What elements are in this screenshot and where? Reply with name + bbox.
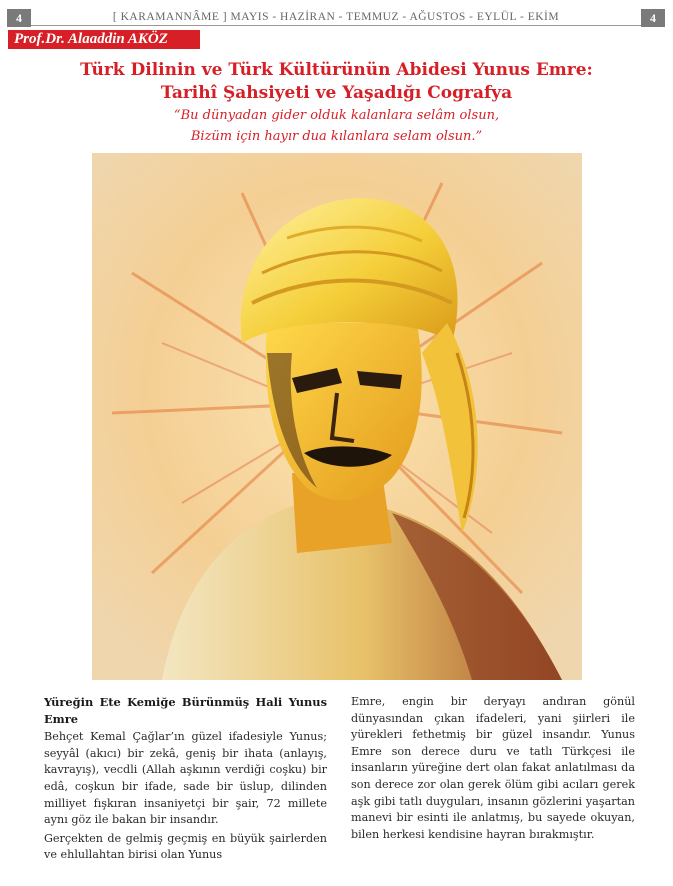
section-subheading: Yüreğin Ete Kemiğe Bürünmüş Hali Yunus Emre: [44, 695, 327, 726]
page-number-left: 4: [7, 9, 31, 27]
article-column-right: [351, 694, 635, 843]
article-column-left: [44, 694, 327, 864]
header-divider: [31, 25, 641, 26]
paragraph-1: Behçet Kemal Çağlar’ın güzel ifadesiyle Yunus; seyyâl (akıcı) bir zekâ, geniş bir ihata (anlayış, kavrayış), vecdli (Allah aşkının verdiği coşku) bir edâ, coşkun bir ifade, sade bir üslup, dilinden milliyet fışkıran insaniyetçi bir şair, 72 millete aynı göz ile bakan bir insandır.: [44, 730, 327, 827]
running-title: [ KARAMANNÂME ] MAYIS - HAZİRAN - TEMMUZ - AĞUSTOS - EYLÜL - EKİM: [112, 11, 560, 23]
article-title-line-2: Tarihî Şahsiyeti ve Yaşadığı Cografya: [160, 83, 513, 103]
epigraph-line-2: Bizüm için hayır dua kılanlara selam olsun.”: [190, 129, 483, 144]
epigraph-line-1: “Bu dünyadan gider olduk kalanlara selâm olsun,: [173, 108, 500, 123]
yunus-emre-portrait: [92, 153, 582, 680]
author-badge: Prof.Dr. Alaaddin AKÖZ: [8, 30, 200, 49]
running-header: [7, 9, 665, 27]
paragraph-2: Gerçekten de gelmiş geçmiş en büyük şairlerden ve ehlullahtan birisi olan Yunus: [44, 831, 327, 862]
article-title-line-1: Türk Dilinin ve Türk Kültürünün Abidesi Yunus Emre:: [80, 60, 593, 80]
paragraph-3: Emre, engin bir deryayı andıran gönül dünyasından çıkan ifadeleri, yani şiirleri ile yürekleri fethetmiş bir güzel insandır. Yunus Emre son derece duru ve tatlı Türkçesi ile insanların yüreğine dert olan fakat anlatılması da son derece zor olan gerek ölüm gibi acıları gerek aşk gibi tatlı duyguları, insanın gözlerini yaşartan manevi bir esinti ile anlatmış, bu sayede okuyan, bilen herkesi kendisine hayran bırakmıştır.: [351, 695, 635, 841]
page-number-right: 4: [641, 9, 665, 27]
